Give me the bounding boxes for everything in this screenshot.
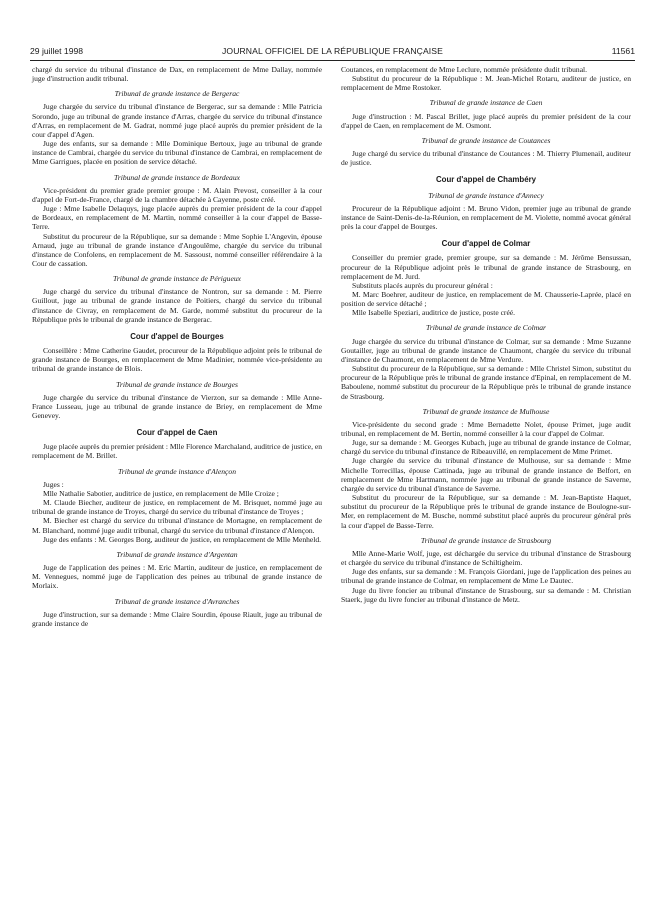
- tribunal-heading: Tribunal de grande instance de Bourges: [116, 379, 238, 389]
- tribunal-heading: Tribunal de grande instance de Mulhouse: [422, 406, 550, 416]
- tribunal-heading: Tribunal de grande instance de Bordeaux: [113, 172, 241, 182]
- page-number: 11561: [611, 46, 635, 56]
- tribunal-heading: Tribunal de grande instance de Coutances: [421, 135, 551, 145]
- appointment-paragraph: Juge chargé du service du tribunal d'instance de Nontron, sur sa demande : M. Pierre Guillout, juge au tribunal de grande instance de Poitiers, chargé du service du tribunal d'instance de Civray, en remplacement de M. Garde, nommé substitut du procureur de la République près le tribunal de grande instance de Bergerac.: [32, 287, 322, 324]
- tribunal-heading: Tribunal de grande instance d'Annecy: [428, 190, 544, 200]
- appointment-paragraph: Juge des enfants, sur sa demande : Mlle Dominique Bertoux, juge au tribunal de grande instance de Cambrai, chargée du service du tribunal d'instance de Cambrai, en remplacement de Mme Garrigues, placée en position de service détaché.: [32, 139, 322, 167]
- right-column: [341, 65, 631, 604]
- appointment-paragraph: Juge chargée du service du tribunal d'instance de Colmar, sur sa demande : Mme Suzanne Goutailler, juge au tribunal de grande instance de Chaumont, chargée du service du tribunal d'instance de Chaumont, en remplacement de Mme Verdure.: [341, 336, 631, 364]
- appointment-paragraph: Juge, sur sa demande : M. Georges Kubach, juge au tribunal de grande instance de Colmar, chargé du service du tribunal d'instance de Ribeauvillé, en remplacement de Mme Primet.: [341, 438, 631, 457]
- appointment-paragraph: chargé du service du tribunal d'instance de Dax, en remplacement de Mme Dallay, nommée juge d'instruction audit tribunal.: [32, 65, 322, 84]
- court-heading: Cour d'appel de Caen: [136, 428, 218, 438]
- tribunal-heading: Tribunal de grande instance de Strasbourg: [420, 535, 552, 545]
- appointment-paragraph: M. Marc Boehrer, auditeur de justice, en remplacement de M. Chausserie-Laprée, placé en position de service détaché ;: [341, 289, 631, 309]
- left-column: [32, 65, 322, 628]
- appointment-paragraph: Juge chargée du service du tribunal d'instance de Bergerac, sur sa demande : Mlle Patricia Sorondo, juge au tribunal de grande instance d'Arras, chargée du service du tribunal d'instance d'Arras, en remplacement de M. Gadrat, nommé juge placé auprès du premier président de la cour d'appel d'Agen.: [32, 102, 322, 139]
- appointment-paragraph: Substitut du procureur de la République, sur sa demande : Mlle Christel Simon, substitut du procureur de la République près le tribunal de grande instance d'Epinal, en remplacement de M. Baboulene, nommé substitut du procureur de la République près le tribunal de grande instance de Strasbourg.: [341, 364, 631, 401]
- tribunal-heading: Tribunal de grande instance d'Alençon: [117, 466, 237, 476]
- appointment-paragraph: Juge des enfants, sur sa demande : M. François Giordani, juge de l'application des peines au tribunal de grande instance de Colmar, en remplacement de Mme Le Dauteс.: [341, 567, 631, 586]
- appointment-paragraph: M. Claude Biecher, auditeur de justice, en remplacement de M. Brisquet, nommé juge au tribunal de grande instance de Troyes, chargé du service du tribunal d'instance de Troyes ;: [32, 498, 322, 517]
- tribunal-heading: Tribunal de grande instance d'Argentan: [116, 549, 238, 559]
- appointment-paragraph: Substituts placés auprès du procureur général :: [352, 280, 493, 290]
- court-heading: Cour d'appel de Colmar: [441, 239, 531, 249]
- tribunal-heading: Tribunal de grande instance de Colmar: [425, 323, 547, 333]
- court-heading: Cour d'appel de Chambéry: [435, 175, 537, 185]
- journal-title: JOURNAL OFFICIEL DE LA RÉPUBLIQUE FRANÇAISE: [222, 46, 443, 56]
- appointment-paragraph: Mlle Anne-Marie Wolf, juge, est déchargée du service du tribunal d'instance de Strasbourg et chargée du service du tribunal d'instance de Schiltigheim.: [341, 548, 631, 568]
- appointment-paragraph: Substitut du procureur de la République, sur sa demande : M. Jean-Baptiste Haquet, substitut du procureur de la République près le tribunal de grande instance de Boulogne-sur-Mer, en remplacement de M. Busche, nommé substitut placé auprès du procureur général près la cour d'appel de Basse-Terre.: [341, 493, 631, 530]
- appointment-paragraph: Juge d'instruction, sur sa demande : Mme Claire Sourdin, épouse Riault, juge au tribunal de grande instance de: [32, 609, 322, 628]
- tribunal-heading: Tribunal de grande instance de Périgueux: [112, 274, 242, 284]
- page-header: [30, 46, 635, 60]
- appointment-paragraph: Juge : Mme Isabelle Delaquys, juge placée auprès du premier président de la cour d'appel de Bordeaux, en remplacement de M. Martin, nommé conseiller à la cour d'appel de Basse-Terre.: [32, 204, 322, 232]
- appointment-paragraph: Vice-présidente du second grade : Mme Bernadette Nolet, épouse Primet, juge audit tribunal, en remplacement de M. Bertin, nommé conseiller à la cour d'appel de Colmar.: [341, 419, 631, 438]
- appointment-paragraph: Juge chargé du service du tribunal d'instance de Coutances : M. Thierry Plumenail, auditeur de justice.: [341, 149, 631, 168]
- appointment-paragraph: Juges :: [43, 479, 64, 489]
- appointment-paragraph: Juge chargée du service du tribunal d'instance de Vierzon, sur sa demande : Mlle Anne-France Lusseau, juge au tribunal de grande instance de Briey, en remplacement de Mme Genevey.: [32, 392, 322, 420]
- appointment-paragraph: Juge placée auprès du premier président : Mlle Florence Marchaland, auditrice de justice, en remplacement de M. Brillet.: [32, 442, 322, 461]
- header-rule: [30, 60, 635, 61]
- appointment-paragraph: Substitut du procureur de la République : M. Jean-Michel Rotaru, auditeur de justice, en remplacement de Mme Rostoker.: [341, 74, 631, 93]
- appointment-paragraph: Substitut du procureur de la République, sur sa demande : Mme Sophie L'Angevin, épouse Arnaud, juge au tribunal de grande instance d'Angoulême, chargée du service du tribunal d'instance de Confolens, en remplacement de M. Sassoust, nommé conseiller référendaire à la Cour de cassation.: [32, 231, 322, 268]
- appointment-paragraph: Vice-président du premier grade premier groupe : M. Alain Prevost, conseiller à la cour d'appel de Fort-de-France, chargé de la chambre détachée à Cayenne, poste créé.: [32, 185, 322, 204]
- appointment-paragraph: Juge du livre foncier au tribunal d'instance de Strasbourg, sur sa demande : M. Christian Staerk, juge du livre foncier au tribunal d'instance de Metz.: [341, 585, 631, 604]
- tribunal-heading: Tribunal de grande instance de Bergerac: [114, 89, 240, 99]
- appointment-paragraph: Juge chargée du service du tribunal d'instance de Mulhouse, sur sa demande : Mme Michelle Torrecillas, épouse Cattinada, juge au tribunal de grande instance de Belfort, en remplacement de Mme Hartmann, nommée juge au tribunal de grande instance de Saverne, chargée du service du tribunal d'instance de Saverne.: [341, 456, 631, 493]
- appointment-paragraph: Procureur de la République adjoint : M. Bruno Vidon, premier juge au tribunal de grande instance de Saint-Denis-de-la-Réunion, en remplacement de M. Violette, nommé avocat général près la cour d'appel de Bourges.: [341, 203, 631, 232]
- appointment-paragraph: M. Biecher est chargé du service du tribunal d'instance de Mortagne, en remplacement de M. Blanchard, nommé juge audit tribunal, chargé du service du tribunal d'instance d'Alençon.: [32, 516, 322, 535]
- appointment-paragraph: Juge de l'application des peines : M. Eric Martin, auditeur de justice, en remplacement de M. Vennegues, nommé juge de l'application des peines au tribunal de grande instance de Morlaix.: [32, 563, 322, 591]
- tribunal-heading: Tribunal de grande instance d'Avranches: [114, 596, 240, 606]
- court-heading: Cour d'appel de Bourges: [130, 331, 224, 341]
- appointment-paragraph: Conseillère : Mme Catherine Gaudet, procureur de la République adjoint près le tribunal de grande instance de Bourges, en remplacement de Mme Madinier, nommée vice-présidente au tribunal de grande instance de Blois.: [32, 346, 322, 374]
- appointment-paragraph: Coutances, en remplacement de Mme Leclure, nommée présidente dudit tribunal.: [341, 65, 588, 74]
- appointment-paragraph: Juge des enfants : M. Georges Borg, auditeur de justice, en remplacement de Mlle Menheld.: [43, 534, 322, 544]
- issue-date: 29 juillet 1998: [30, 46, 84, 56]
- appointment-paragraph: Mlle Isabelle Speziari, auditrice de justice, poste créé.: [352, 308, 516, 318]
- appointment-paragraph: Conseiller du premier grade, premier groupe, sur sa demande : M. Jérôme Bensussan, procureur de la République adjoint près le tribunal de grande instance de Strasbourg, en remplacement de M. Jurd.: [341, 253, 631, 281]
- appointment-paragraph: Mlle Nathalie Sabotier, auditrice de justice, en remplacement de Mlle Croize ;: [43, 488, 279, 498]
- appointment-paragraph: Juge d'instruction : M. Pascal Brillet, juge placé auprès du premier président de la cour d'appel de Caen, en remplacement de M. Osmont.: [341, 111, 631, 130]
- tribunal-heading: Tribunal de grande instance de Caen: [429, 98, 543, 108]
